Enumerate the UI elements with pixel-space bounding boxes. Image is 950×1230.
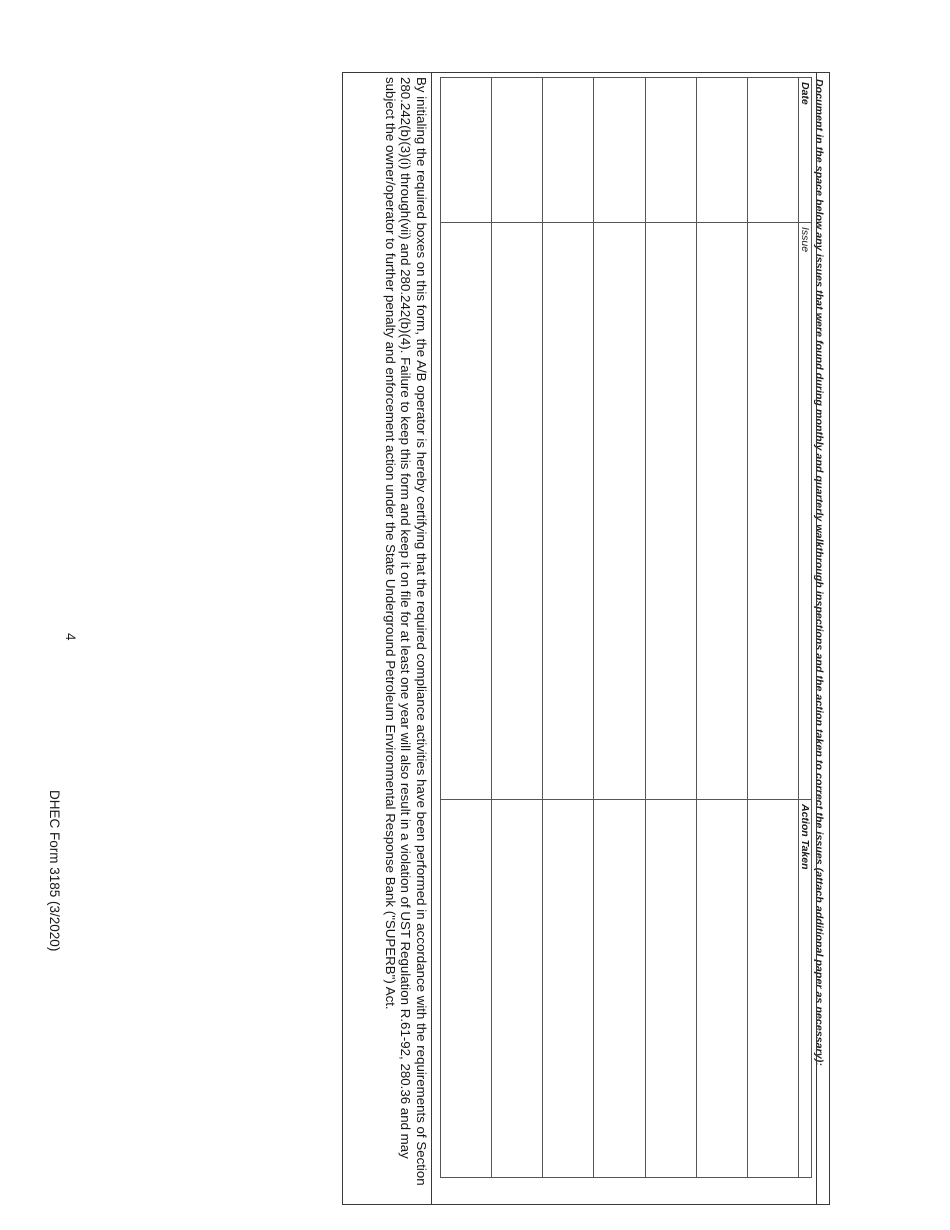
date-cell[interactable]: [747, 78, 798, 223]
date-cell[interactable]: [594, 78, 645, 223]
column-header-issue: Issue: [799, 223, 812, 800]
issue-cell[interactable]: [594, 223, 645, 800]
table-row: [543, 78, 594, 1178]
issue-cell[interactable]: [696, 223, 747, 800]
form-identifier: DHEC Form 3185 (3/2020): [47, 790, 62, 952]
certification-statement: By initialing the required boxes on this form, the A/B operator is hereby certifying that the required compliance activities have been performed in accordance with the requirements of Section 280.242(b)(3)(i) through(vii) and 280.242(b)(4). Failure to keep this form and keep it on file for at least one year will also result in a violation of UST Regulation R.61-92, 280.36 and may subject the owner/operator to further penalty and enforcement action under the State Underground Petroleum Environmental Response Bank ("SUPERB") Act.: [383, 77, 429, 1186]
inspection-issues-form: [342, 72, 830, 1205]
action-taken-cell[interactable]: [543, 800, 594, 1178]
table-row: [441, 78, 492, 1178]
form-instruction: Document in the space below any issues that were found during monthly and quarterly walkthrough inspections and the action taken to correct the issues (attach additional paper as necessary):: [813, 79, 825, 1066]
table-row: [696, 78, 747, 1178]
issue-cell[interactable]: [543, 223, 594, 800]
date-cell[interactable]: [492, 78, 543, 223]
date-cell[interactable]: [645, 78, 696, 223]
issues-table: [440, 77, 812, 1178]
page-number: 4: [63, 633, 78, 641]
date-cell[interactable]: [696, 78, 747, 223]
issue-cell[interactable]: [492, 223, 543, 800]
action-taken-cell[interactable]: [441, 800, 492, 1178]
issue-cell[interactable]: [441, 223, 492, 800]
column-header-date: Date: [799, 78, 812, 223]
action-taken-cell[interactable]: [492, 800, 543, 1178]
action-taken-cell[interactable]: [594, 800, 645, 1178]
table-row: [747, 78, 798, 1178]
date-cell[interactable]: [543, 78, 594, 223]
table-header-row: [799, 78, 812, 1178]
action-taken-cell[interactable]: [747, 800, 798, 1178]
issue-cell[interactable]: [747, 223, 798, 800]
table-row: [594, 78, 645, 1178]
issues-table-frame: [431, 73, 817, 1204]
date-cell[interactable]: [441, 78, 492, 223]
issue-cell[interactable]: [645, 223, 696, 800]
action-taken-cell[interactable]: [696, 800, 747, 1178]
action-taken-cell[interactable]: [645, 800, 696, 1178]
table-row: [492, 78, 543, 1178]
table-row: [645, 78, 696, 1178]
column-header-action-taken: Action Taken: [799, 800, 812, 1178]
